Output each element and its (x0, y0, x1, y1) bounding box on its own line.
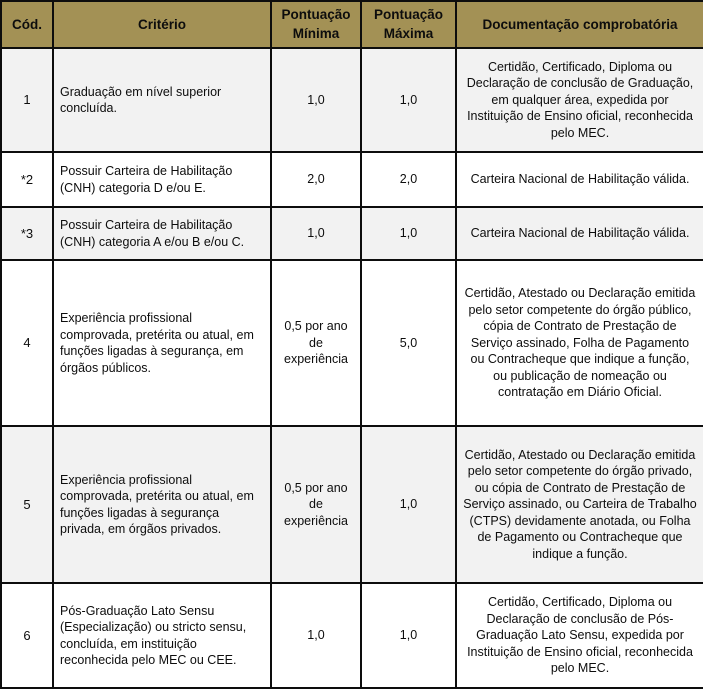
cell-criterio: Possuir Carteira de Habilitação (CNH) categoria A e/ou B e/ou C. (53, 207, 271, 260)
cell-criterio: Possuir Carteira de Habilitação (CNH) categoria D e/ou E. (53, 152, 271, 207)
column-header-pontuacao-maxima-line2: Máxima (383, 25, 434, 41)
column-header-pontuacao-minima (271, 1, 361, 48)
cell-pontuacao-minima: 1,0 (271, 48, 361, 152)
cell-criterio: Graduação em nível superior concluída. (53, 48, 271, 152)
cell-documentacao: Certidão, Certificado, Diploma ou Declaração de conclusão de Graduação, em qualquer área, expedida por Instituição de Ensino oficial, reconhecida pelo MEC. (456, 48, 703, 152)
cell-cod: *2 (1, 152, 53, 207)
column-header-documentacao: Documentação comprobatória (456, 1, 703, 48)
cell-pontuacao-maxima: 1,0 (361, 426, 456, 583)
table-header-row (1, 1, 703, 48)
column-header-pontuacao-maxima (361, 1, 456, 48)
cell-pontuacao-maxima: 5,0 (361, 260, 456, 426)
cell-cod: 6 (1, 583, 53, 688)
cell-documentacao: Certidão, Certificado, Diploma ou Declaração de conclusão de Pós-Graduação Lato Sensu, expedida por Instituição de Ensino oficial, reconhecida pelo MEC. (456, 583, 703, 688)
cell-pontuacao-minima: 2,0 (271, 152, 361, 207)
cell-cod: 4 (1, 260, 53, 426)
column-header-pontuacao-minima-line2: Mínima (292, 25, 340, 41)
cell-pontuacao-minima: 0,5 por ano de experiência (271, 260, 361, 426)
cell-pontuacao-minima: 1,0 (271, 583, 361, 688)
column-header-pontuacao-maxima-line1: Pontuação (373, 7, 443, 23)
cell-documentacao: Carteira Nacional de Habilitação válida. (456, 207, 703, 260)
cell-criterio: Pós-Graduação Lato Sensu (Especialização) ou stricto sensu, concluída, em instituição reconhecida pelo MEC ou CEE. (53, 583, 271, 688)
table-row (1, 48, 703, 152)
cell-documentacao: Carteira Nacional de Habilitação válida. (456, 152, 703, 207)
cell-cod: 1 (1, 48, 53, 152)
table-header (1, 1, 703, 48)
cell-cod: *3 (1, 207, 53, 260)
table-body (1, 48, 703, 688)
cell-pontuacao-maxima: 1,0 (361, 48, 456, 152)
column-header-cod: Cód. (1, 1, 53, 48)
table-row (1, 426, 703, 583)
table-row (1, 583, 703, 688)
cell-criterio: Experiência profissional comprovada, pretérita ou atual, em funções ligadas à segurança, em órgãos públicos. (53, 260, 271, 426)
column-header-criterio: Critério (53, 1, 271, 48)
cell-pontuacao-maxima: 2,0 (361, 152, 456, 207)
cell-pontuacao-minima: 0,5 por ano de experiência (271, 426, 361, 583)
cell-criterio: Experiência profissional comprovada, pretérita ou atual, em funções ligadas à segurança privada, em órgãos privados. (53, 426, 271, 583)
column-header-pontuacao-minima-line1: Pontuação (281, 7, 351, 23)
cell-documentacao: Certidão, Atestado ou Declaração emitida pelo setor competente do órgão privado, ou cópia de Contrato de Prestação de Serviço assinado, ou Carteira de Trabalho (CTPS) devidamente anotada, ou Folha de Pagamento ou Contracheque que indique a função. (456, 426, 703, 583)
cell-pontuacao-maxima: 1,0 (361, 207, 456, 260)
table-row (1, 152, 703, 207)
table-row (1, 260, 703, 426)
cell-pontuacao-maxima: 1,0 (361, 583, 456, 688)
cell-pontuacao-minima: 1,0 (271, 207, 361, 260)
table-row (1, 207, 703, 260)
cell-cod: 5 (1, 426, 53, 583)
cell-documentacao: Certidão, Atestado ou Declaração emitida pelo setor competente do órgão público, cópia de Contrato de Prestação de Serviço assinado, Folha de Pagamento ou Contracheque que indique a função, ou publicação de nomeação ou contratação em Diário Oficial. (456, 260, 703, 426)
